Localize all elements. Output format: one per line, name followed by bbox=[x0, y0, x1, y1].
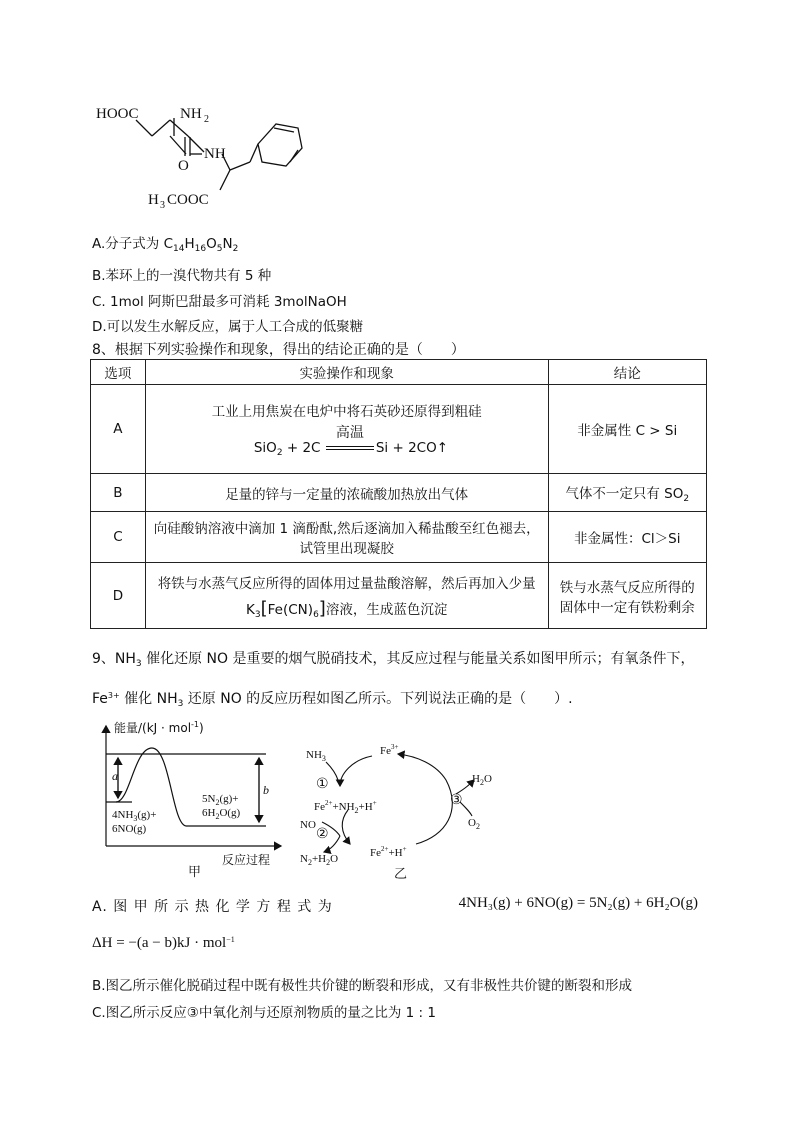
products-line1: $5N_2(g)+$ bbox=[202, 793, 239, 807]
amide-nh-label: NH bbox=[204, 146, 226, 162]
h2o-label: $H_2O$ bbox=[472, 773, 492, 787]
n2-h2o-label: $N_2+H_2O$ bbox=[300, 853, 339, 867]
svg-text:3: 3 bbox=[160, 200, 165, 211]
intermediate-label: $Fe^{2+}+NH_2+H^+$ bbox=[314, 799, 377, 815]
q9-option-c: C.图乙所示反应③中氧化剂与还原剂物质的量之比为 1 : 1 bbox=[92, 1005, 436, 1021]
svg-text:2: 2 bbox=[204, 114, 209, 125]
q8-stem: 8、根据下列实验操作和现象，得出的结论正确的是（ ） bbox=[92, 342, 465, 358]
header-operation: 实验操作和现象 bbox=[145, 360, 548, 385]
header-option: 选项 bbox=[91, 360, 146, 385]
table-row: C 向硅酸钠溶液中滴加 1 滴酚酞,然后逐滴加入稀盐酸至红色褪去， 试管里出现凝胶 非金属性：Cl＞Si bbox=[91, 512, 707, 563]
table-row: D 将铁与水蒸气反应所得的固体用过量盐酸溶解，然后再加入少量 $K_3[Fe(CN)_6]$溶液，生成蓝色沉淀 铁与水蒸气反应所得的 固体中一定有铁粉剩余 bbox=[91, 563, 707, 629]
carbonyl-o-label: O bbox=[178, 158, 189, 174]
step-3-label: ③ bbox=[450, 792, 463, 808]
hooc-label: HOOC bbox=[96, 106, 139, 122]
ester-label: H bbox=[148, 192, 159, 208]
q9-option-a-equation: 4NH₃(g) + 6NO(g) = 5N₂(g) + 6H₂O(g) bbox=[458, 895, 698, 911]
reaction-axis-label: 反应过程 bbox=[222, 853, 271, 867]
equation-a: SiO$_2$ + 2C 高温 Si + 2CO↑ bbox=[150, 426, 544, 458]
o2-label: $O_2$ bbox=[468, 817, 480, 831]
energy-diagram-jia bbox=[96, 718, 286, 878]
q7-option-b: B.苯环上的一溴代物共有 5 种 bbox=[92, 268, 272, 284]
q7-option-c: C. 1mol 阿斯巴甜最多可消耗 3molNaOH bbox=[92, 294, 347, 310]
header-conclusion: 结论 bbox=[548, 360, 706, 385]
svg-text:COOC: COOC bbox=[167, 192, 209, 208]
catalytic-cycle-yi bbox=[296, 740, 526, 880]
q8-table bbox=[90, 359, 707, 629]
step-2-label: ② bbox=[316, 826, 329, 842]
fe3-label: $Fe^{3+}$ bbox=[380, 743, 399, 757]
fe2-h-label: $Fe^{2+}+H^+$ bbox=[370, 845, 407, 859]
q7-option-d: D.可以发生水解反应，属于人工合成的低聚糖 bbox=[92, 319, 364, 335]
b-label: b bbox=[263, 783, 269, 797]
q9-option-b: B.图乙所示催化脱硝过程中既有极性共价键的断裂和形成，又有非极性共价键的断裂和形成 bbox=[92, 978, 633, 994]
nh3-label: $NH_3$ bbox=[306, 749, 326, 763]
q9-stem-line1: 9、$NH_3$ 催化还原 NO 是重要的烟气脱硝技术，其反应过程与能量关系如图甲所示；有氧条件下， bbox=[92, 651, 695, 669]
q9-option-a-line1: A. 图 甲 所 示 热 化 学 方 程 式 为 4NH₃(g) + 6NO(g) = 5N₂(g) + 6H₂O(g) bbox=[92, 895, 698, 915]
a-label: a bbox=[112, 769, 118, 783]
reactants-line1: $4NH_3(g)+$ bbox=[112, 809, 157, 823]
q7-option-a: A.分子式为 $C_{14}H_{16}O_5N_2$ bbox=[92, 236, 239, 254]
products-line2: $6H_2O(g)$ bbox=[202, 807, 241, 821]
caption-jia: 甲 bbox=[188, 865, 202, 878]
q9-option-a-line2: ΔH = −(a − b)kJ · mol$^{-1}$ bbox=[92, 935, 235, 951]
energy-axis-label: 能量/(kJ · mol$^{-1}$) bbox=[114, 720, 204, 735]
q9-stem-line2: $Fe^{3+}$ 催化 $NH_3$ 还原 NO 的反应历程如图乙所示。下列说法正确的是（ ）. bbox=[92, 691, 573, 709]
table-row: A 工业上用焦炭在电炉中将石英砂还原得到粗硅 SiO$_2$ + 2C 高温 Si + 2CO↑ 非金属性 C > Si bbox=[91, 385, 707, 474]
nh2-label: NH bbox=[180, 106, 202, 122]
step-1-label: ① bbox=[316, 776, 329, 792]
condition-high-temp: 高温 bbox=[335, 425, 364, 441]
aspartame-structure bbox=[90, 96, 310, 216]
table-row: B 足量的锌与一定量的浓硫酸加热放出气体 气体不一定只有 $SO_2$ bbox=[91, 474, 707, 512]
reactants-line2: 6NO(g) bbox=[112, 823, 147, 835]
no-label: NO bbox=[300, 819, 316, 831]
caption-yi: 乙 bbox=[394, 867, 408, 880]
